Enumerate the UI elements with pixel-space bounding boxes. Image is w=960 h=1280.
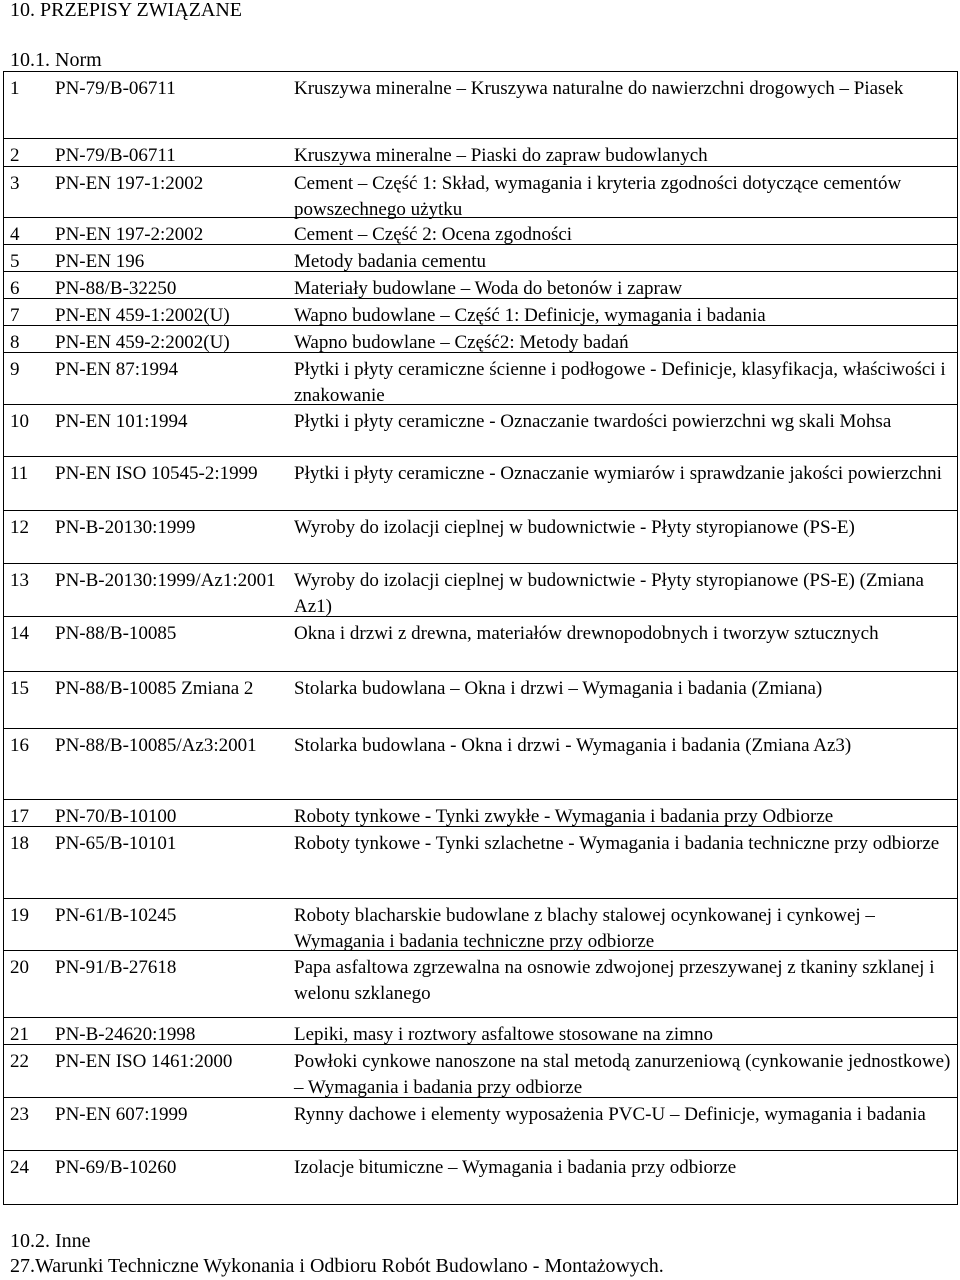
norm-number: 9 (10, 359, 20, 380)
norm-title: Wapno budowlane – Część 1: Definicje, wymagania i badania (294, 305, 766, 326)
norm-title: Cement – Część 1: Skład, wymagania i kryteria zgodności dotyczące cementów powszechnego użytku (294, 173, 902, 220)
footer-text: 27.Warunki Techniczne Wykonania i Odbioru Robót Budowlano - Montażowych. (10, 1255, 664, 1277)
norm-title: Stolarka budowlana – Okna i drzwi – Wymagania i badania (Zmiana) (294, 678, 823, 699)
norm-number: 23 (10, 1104, 29, 1125)
norm-title: Wyroby do izolacji cieplnej w budownictwie - Płyty styropianowe (PS-E) (294, 517, 855, 538)
norm-number: 21 (10, 1024, 29, 1045)
table-row (4, 616, 957, 672)
norm-number: 20 (10, 957, 29, 978)
norm-number: 7 (10, 305, 20, 326)
table-row (4, 298, 957, 326)
table-row (4, 271, 957, 299)
norm-code: PN-88/B-10085 Zmiana 2 (55, 678, 254, 699)
norm-title: Płytki i płyty ceramiczne - Oznaczanie twardości powierzchni wg skali Mohsa (294, 411, 892, 432)
norm-title: Płytki i płyty ceramiczne ścienne i podłogowe - Definicje, klasyfikacja, właściwości i znakowanie (294, 359, 946, 406)
norm-number: 22 (10, 1051, 29, 1072)
norm-number: 11 (10, 463, 29, 484)
norm-number: 3 (10, 173, 20, 194)
norm-code: PN-88/B-10085/Az3:2001 (55, 735, 257, 756)
norm-code: PN-79/B-06711 (55, 78, 176, 99)
norm-title: Roboty tynkowe - Tynki szlachetne - Wymagania i badania techniczne przy odbiorze (294, 833, 940, 854)
table-row (4, 671, 957, 729)
norm-code: PN-69/B-10260 (55, 1157, 177, 1178)
norm-title: Wapno budowlane – Część2: Metody badań (294, 332, 629, 353)
norm-code: PN-EN 459-1:2002(U) (55, 305, 230, 326)
norm-code: PN-EN 459-2:2002(U) (55, 332, 230, 353)
norm-number: 12 (10, 517, 29, 538)
norm-title: Płytki i płyty ceramiczne - Oznaczanie wymiarów i sprawdzanie jakości powierzchni (294, 463, 942, 484)
norm-code: PN-B-20130:1999/Az1:2001 (55, 570, 276, 591)
norm-number: 10 (10, 411, 29, 432)
norm-code: PN-91/B-27618 (55, 957, 177, 978)
norm-title: Roboty tynkowe - Tynki zwykłe - Wymagania i badania przy Odbiorze (294, 806, 834, 827)
norm-title: Lepiki, masy i roztwory asfaltowe stosowane na zimno (294, 1024, 713, 1045)
table-row (4, 510, 957, 564)
table-row (4, 166, 957, 218)
norm-title: Metody badania cementu (294, 251, 487, 272)
norm-title: Okna i drzwi z drewna, materiałów drewnopodobnych i tworzyw sztucznych (294, 623, 879, 644)
norm-number: 16 (10, 735, 29, 756)
norm-number: 4 (10, 224, 20, 245)
norm-code: PN-EN 197-2:2002 (55, 224, 204, 245)
norm-code: PN-EN 101:1994 (55, 411, 188, 432)
norm-code: PN-EN ISO 1461:2000 (55, 1051, 233, 1072)
section-heading: 10. PRZEPISY ZWIĄZANE (10, 0, 243, 21)
norm-number: 19 (10, 905, 29, 926)
table-row (4, 404, 957, 457)
table-row (4, 799, 957, 827)
norm-title: Izolacje bitumiczne – Wymagania i badania przy odbiorze (294, 1157, 737, 1178)
table-row (4, 1150, 957, 1207)
table-row (4, 898, 957, 951)
norm-title: Stolarka budowlana - Okna i drzwi - Wymagania i badania (Zmiana Az3) (294, 735, 852, 756)
norm-title: Papa asfaltowa zgrzewalna na osnowie zdwojonej przeszywanej z tkaniny szklanej i welonu szklanego (294, 957, 935, 1004)
norm-number: 15 (10, 678, 29, 699)
norm-code: PN-65/B-10101 (55, 833, 177, 854)
table-row (4, 826, 957, 899)
norm-title: Rynny dachowe i elementy wyposażenia PVC-U – Definicje, wymagania i badania (294, 1104, 926, 1125)
norm-title: Kruszywa mineralne – Kruszywa naturalne do nawierzchni drogowych – Piasek (294, 78, 904, 99)
norm-number: 14 (10, 623, 29, 644)
norm-title: Kruszywa mineralne – Piaski do zapraw budowlanych (294, 145, 708, 166)
table-row (4, 728, 957, 800)
norm-code: PN-EN 197-1:2002 (55, 173, 204, 194)
norm-number: 24 (10, 1157, 29, 1178)
norm-code: PN-EN 196 (55, 251, 145, 272)
subsection-heading-inne: 10.2. Inne (10, 1230, 91, 1252)
norm-code: PN-70/B-10100 (55, 806, 177, 827)
table-row (4, 1044, 957, 1098)
norm-number: 13 (10, 570, 29, 591)
norm-title: Powłoki cynkowe nanoszone na stal metodą zanurzeniową (cynkowanie jednostkowe) – Wymagania i badania przy odbiorze (294, 1051, 951, 1098)
norm-title: Roboty blacharskie budowlane z blachy stalowej ocynkowanej i cynkowej – Wymagania i badania techniczne przy odbiorze (294, 905, 875, 952)
norm-code: PN-B-24620:1998 (55, 1024, 196, 1045)
table-row (4, 72, 957, 138)
norm-code: PN-88/B-10085 (55, 623, 177, 644)
table-row (4, 456, 957, 511)
norm-code: PN-EN 607:1999 (55, 1104, 188, 1125)
norm-code: PN-EN ISO 10545-2:1999 (55, 463, 258, 484)
norm-code: PN-79/B-06711 (55, 145, 176, 166)
norm-table (3, 71, 958, 1205)
norm-number: 8 (10, 332, 20, 353)
table-row (4, 950, 957, 1018)
table-row (4, 244, 957, 272)
norm-code: PN-61/B-10245 (55, 905, 177, 926)
norm-number: 1 (10, 78, 20, 99)
table-row (4, 352, 957, 405)
table-row (4, 563, 957, 617)
norm-number: 6 (10, 278, 20, 299)
norm-title: Wyroby do izolacji cieplnej w budownictwie - Płyty styropianowe (PS-E) (Zmiana Az1) (294, 570, 924, 617)
norm-title: Materiały budowlane – Woda do betonów i zapraw (294, 278, 683, 299)
norm-number: 5 (10, 251, 20, 272)
norm-code: PN-B-20130:1999 (55, 517, 196, 538)
table-row (4, 138, 957, 167)
norm-number: 17 (10, 806, 29, 827)
norm-number: 18 (10, 833, 29, 854)
subsection-heading-norm: 10.1. Norm (10, 49, 102, 71)
norm-title: Cement – Część 2: Ocena zgodności (294, 224, 573, 245)
table-row (4, 217, 957, 245)
norm-code: PN-88/B-32250 (55, 278, 177, 299)
norm-code: PN-EN 87:1994 (55, 359, 178, 380)
norm-number: 2 (10, 145, 20, 166)
table-row (4, 325, 957, 353)
table-row (4, 1017, 957, 1045)
table-row (4, 1097, 957, 1151)
